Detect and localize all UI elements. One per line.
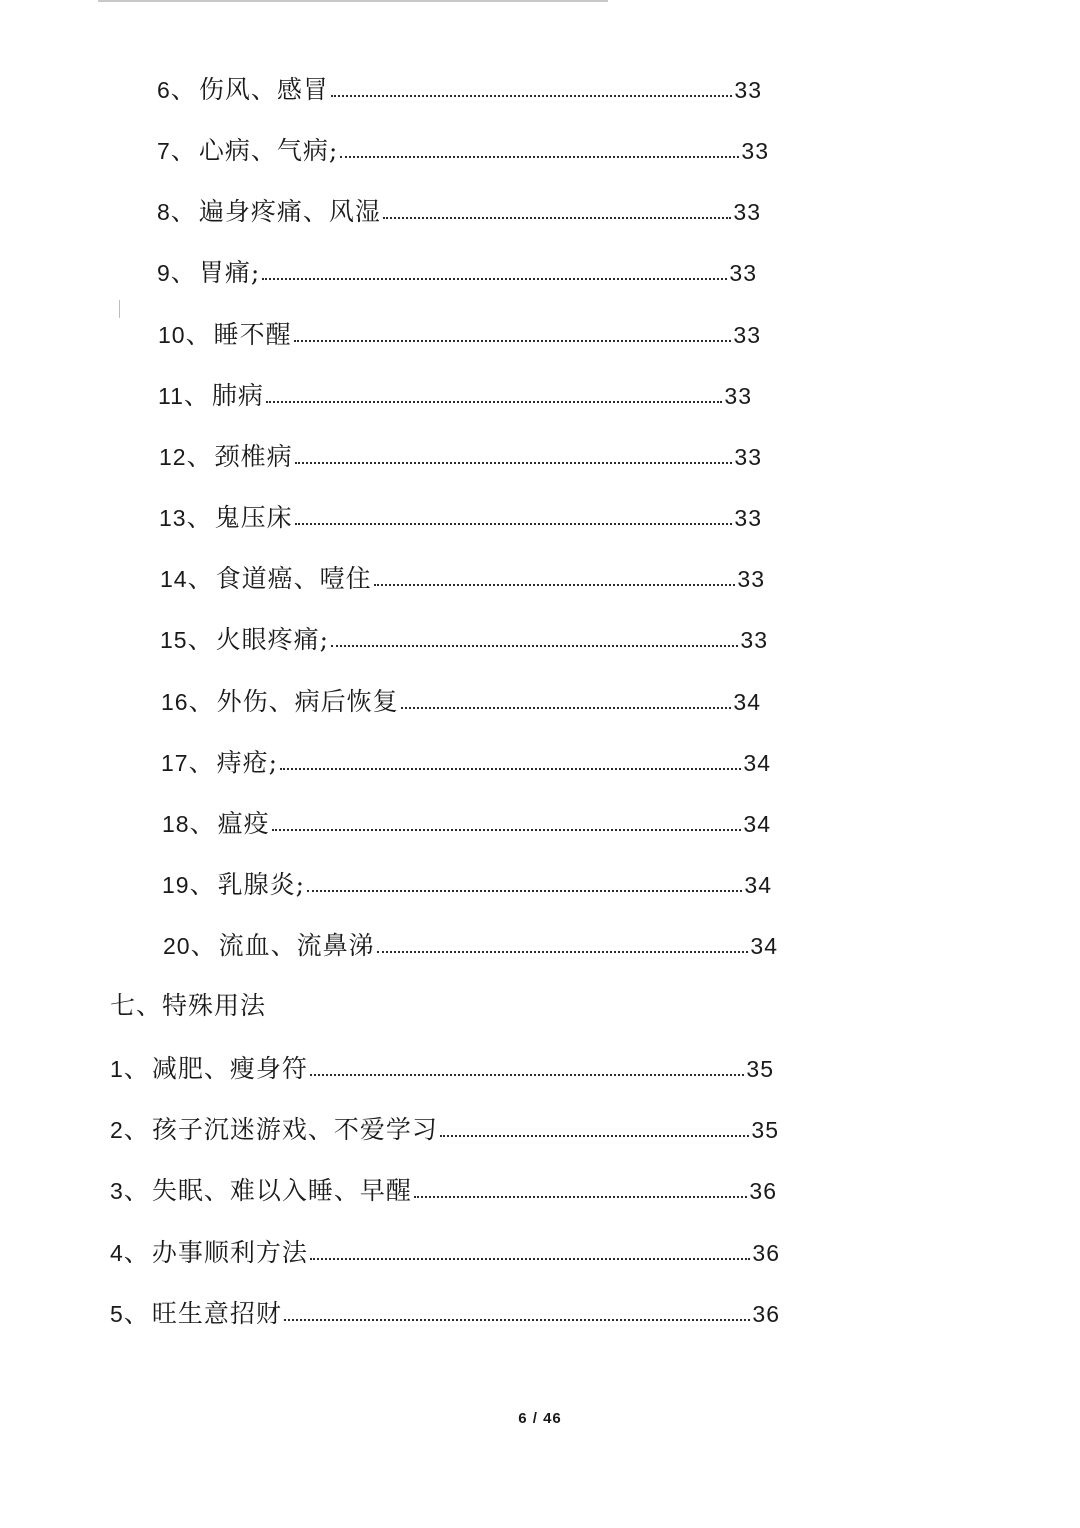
entry-number: 11 xyxy=(158,383,184,409)
dot-leader xyxy=(340,156,739,158)
entry-title: 睡不醒 xyxy=(213,320,292,349)
entry-page-number: 33 xyxy=(740,627,768,653)
entry-title: 胃痛; xyxy=(198,258,261,287)
toc-entry-s4[interactable] xyxy=(110,1229,780,1269)
toc-entry-8[interactable] xyxy=(157,188,761,228)
entry-title: 孩子沉迷游戏、不爱学习 xyxy=(151,1115,438,1144)
toc-entry-13[interactable] xyxy=(159,494,762,534)
toc-entry-7[interactable] xyxy=(157,127,769,167)
entry-separator: 、 xyxy=(183,381,210,410)
toc-entry-6[interactable] xyxy=(157,66,762,106)
entry-number: 6 xyxy=(157,77,171,103)
toc-entry-15[interactable] xyxy=(160,616,768,656)
entry-separator: 、 xyxy=(123,1054,150,1083)
entry-number: 17 xyxy=(161,750,189,776)
entry-page-number: 33 xyxy=(734,505,762,531)
entry-separator: 、 xyxy=(170,136,197,165)
entry-separator: 、 xyxy=(187,564,214,593)
toc-entry-9[interactable] xyxy=(157,249,757,289)
entry-title: 伤风、感冒 xyxy=(198,75,329,104)
dot-leader xyxy=(310,1074,745,1076)
entry-page-number: 36 xyxy=(749,1178,777,1204)
dot-leader xyxy=(266,401,722,403)
entry-page-number: 34 xyxy=(750,933,778,959)
entry-number: 19 xyxy=(162,872,190,898)
entry-page-number: 33 xyxy=(733,199,761,225)
entry-separator: 、 xyxy=(189,809,216,838)
section-heading[interactable]: 七、特殊用法 xyxy=(110,991,267,1020)
entry-separator: 、 xyxy=(190,931,217,960)
page-indicator: 6 / 46 xyxy=(518,1410,562,1427)
entry-number: 7 xyxy=(157,138,171,164)
entry-page-number: 33 xyxy=(734,77,762,103)
entry-title: 颈椎病 xyxy=(214,442,293,471)
entry-number: 13 xyxy=(159,505,187,531)
dot-leader xyxy=(272,829,742,831)
dot-leader xyxy=(294,340,732,342)
dot-leader xyxy=(262,278,727,280)
entry-title: 乳腺炎; xyxy=(217,870,306,899)
entry-title: 外伤、病后恢复 xyxy=(216,687,399,716)
entry-separator: 、 xyxy=(188,687,215,716)
entry-number: 3 xyxy=(110,1178,124,1204)
toc-entry-14[interactable] xyxy=(160,555,765,595)
entry-number: 12 xyxy=(159,444,187,470)
entry-number: 5 xyxy=(110,1301,124,1327)
entry-number: 16 xyxy=(161,689,189,715)
entry-separator: 、 xyxy=(185,320,212,349)
entry-title: 痔疮; xyxy=(216,748,279,777)
entry-separator: 、 xyxy=(123,1176,150,1205)
entry-page-number: 34 xyxy=(743,811,771,837)
entry-title: 遍身疼痛、风湿 xyxy=(198,197,381,226)
entry-page-number: 33 xyxy=(724,383,752,409)
entry-separator: 、 xyxy=(188,748,215,777)
entry-number: 10 xyxy=(158,322,186,348)
top-scan-rule xyxy=(98,0,608,2)
toc-entry-12[interactable] xyxy=(159,433,762,473)
entry-title: 办事顺利方法 xyxy=(151,1238,308,1267)
entry-separator: 、 xyxy=(170,197,197,226)
toc-entry-20[interactable] xyxy=(163,922,778,962)
toc-entry-18[interactable] xyxy=(162,800,771,840)
entry-page-number: 35 xyxy=(751,1117,779,1143)
entry-number: 8 xyxy=(157,199,171,225)
entry-number: 4 xyxy=(110,1240,124,1266)
dot-leader xyxy=(377,951,749,953)
entry-number: 1 xyxy=(110,1056,124,1082)
dot-leader xyxy=(307,890,742,892)
dot-leader xyxy=(383,217,732,219)
toc-entry-s5[interactable] xyxy=(110,1290,780,1330)
entry-number: 15 xyxy=(160,627,188,653)
dot-leader xyxy=(414,1196,748,1198)
dot-leader xyxy=(374,584,736,586)
entry-page-number: 34 xyxy=(744,872,772,898)
toc-entry-16[interactable] xyxy=(161,678,761,718)
entry-page-number: 36 xyxy=(752,1301,780,1327)
toc-entry-s2[interactable] xyxy=(110,1106,779,1146)
entry-number: 14 xyxy=(160,566,188,592)
entry-separator: 、 xyxy=(123,1115,150,1144)
toc-entry-19[interactable] xyxy=(162,861,772,901)
entry-separator: 、 xyxy=(189,870,216,899)
dot-leader xyxy=(401,707,732,709)
entry-title: 流血、流鼻涕 xyxy=(218,931,375,960)
entry-title: 减肥、瘦身符 xyxy=(151,1054,308,1083)
dot-leader xyxy=(280,768,741,770)
entry-page-number: 33 xyxy=(741,138,769,164)
entry-title: 瘟疫 xyxy=(217,809,270,838)
entry-separator: 、 xyxy=(186,503,213,532)
toc-entry-s3[interactable] xyxy=(110,1167,777,1207)
entry-separator: 、 xyxy=(123,1299,150,1328)
dot-leader xyxy=(331,645,738,647)
entry-page-number: 36 xyxy=(752,1240,780,1266)
toc-entry-17[interactable] xyxy=(161,739,771,779)
dot-leader xyxy=(331,95,733,97)
entry-page-number: 34 xyxy=(743,750,771,776)
entry-page-number: 33 xyxy=(737,566,765,592)
entry-page-number: 35 xyxy=(746,1056,774,1082)
entry-separator: 、 xyxy=(123,1238,150,1267)
toc-entry-11[interactable] xyxy=(158,372,752,412)
entry-number: 2 xyxy=(110,1117,124,1143)
dot-leader xyxy=(295,523,733,525)
entry-separator: 、 xyxy=(170,258,197,287)
entry-page-number: 33 xyxy=(734,444,762,470)
entry-separator: 、 xyxy=(187,625,214,654)
entry-title: 心病、气病; xyxy=(198,136,339,165)
entry-page-number: 33 xyxy=(729,260,757,286)
entry-title: 鬼压床 xyxy=(214,503,293,532)
toc-entry-s1[interactable] xyxy=(110,1045,774,1085)
entry-title: 失眠、难以入睡、早醒 xyxy=(151,1176,412,1205)
dot-leader xyxy=(440,1135,750,1137)
entry-number: 20 xyxy=(163,933,191,959)
toc-entry-10[interactable] xyxy=(158,311,761,351)
entry-separator: 、 xyxy=(170,75,197,104)
entry-number: 9 xyxy=(157,260,171,286)
entry-number: 18 xyxy=(162,811,190,837)
dot-leader xyxy=(295,462,733,464)
dot-leader xyxy=(310,1258,751,1260)
entry-title: 旺生意招财 xyxy=(151,1299,282,1328)
dot-leader xyxy=(284,1319,751,1321)
entry-page-number: 33 xyxy=(733,322,761,348)
entry-separator: 、 xyxy=(186,442,213,471)
scan-mark xyxy=(119,300,120,318)
entry-title: 火眼疼痛; xyxy=(215,625,330,654)
entry-page-number: 34 xyxy=(733,689,761,715)
entry-title: 肺病 xyxy=(211,381,264,410)
entry-title: 食道癌、噎住 xyxy=(215,564,372,593)
